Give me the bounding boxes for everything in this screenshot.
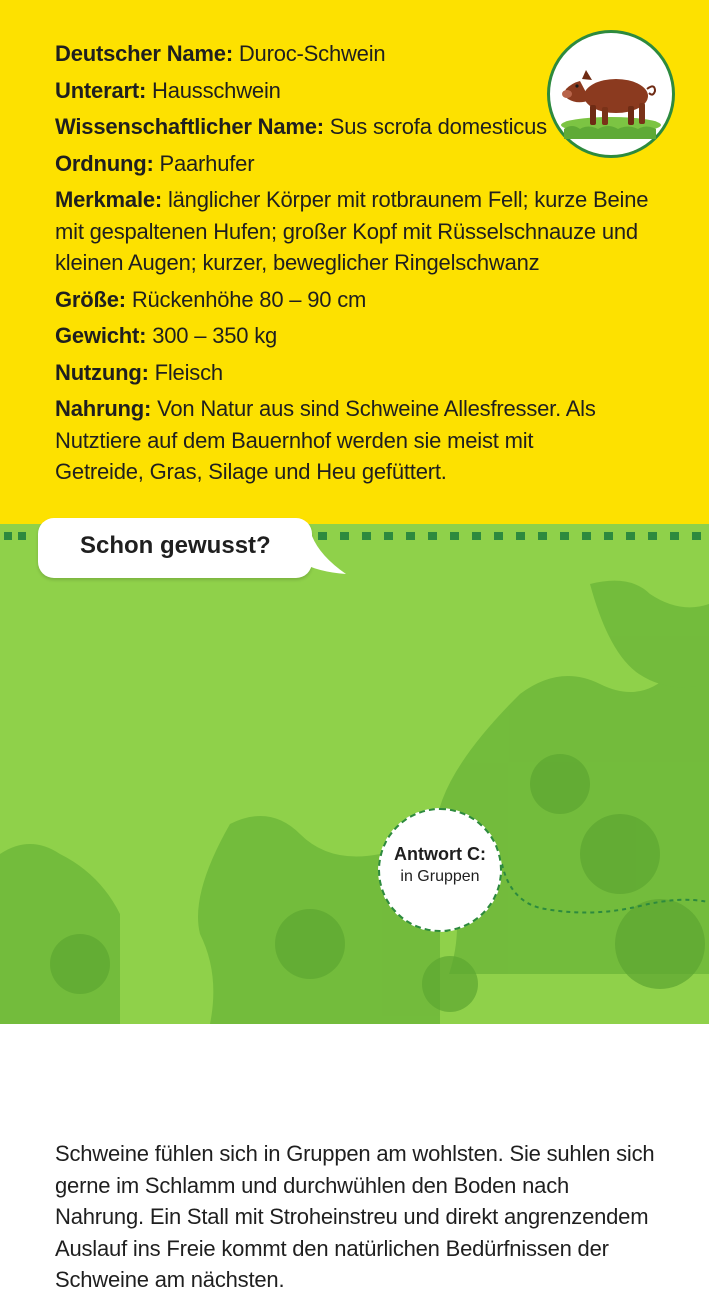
fact-value: länglicher Körper mit rotbraunem Fell; kurze Beine mit gespaltenen Hufen; großer Kopf mit Rüsselschnauze und kleinen Augen; kurzer, beweglicher Ringelschwanz (55, 187, 649, 275)
fact-label: Nutzung: (55, 359, 149, 385)
pig-icon (550, 33, 672, 155)
speech-bubble (38, 518, 358, 584)
fact-value: Hausschwein (146, 77, 281, 103)
fact-value: Paarhufer (153, 150, 255, 176)
fact-label: Unterart: (55, 77, 147, 103)
speech-bubble-title: Schon gewusst? (80, 532, 271, 559)
fact-row (55, 357, 685, 389)
answer-title: Antwort C: (394, 844, 486, 864)
answer-badge (378, 808, 502, 932)
pig-badge (547, 30, 675, 158)
fact-label: Deutscher Name: (55, 41, 233, 66)
fact-label: Nahrung: (55, 396, 152, 421)
fact-row (55, 184, 675, 279)
fact-value: Duroc-Schwein (232, 41, 386, 66)
fact-row (55, 393, 615, 488)
fact-label: Größe: (55, 286, 126, 312)
fact-value: 300 – 350 kg (146, 323, 278, 348)
card-top-section (0, 0, 709, 524)
fact-value: Von Natur aus sind Schweine Allesfresser. Als Nutztiere auf dem Bauernhof werden sie meist mit Getreide, Gras, Silage und Heu gefüttert. (55, 396, 596, 484)
card-bottom-section (0, 524, 709, 1292)
fact-value: Sus scrofa domesticus (323, 114, 547, 139)
did-you-know-text: Schweine fühlen sich in Gruppen am wohlsten. Sie suhlen sich gerne im Schlamm und durchwühlen den Boden nach Nahrung. Ein Stall mit Stroheinstreu und direkt angrenzendem Auslauf ins Freie kommt den natürlichen Bedürfnissen der Schweine am nächsten. (55, 1141, 655, 1292)
fact-row (55, 284, 685, 316)
speech-bubble-tail (300, 536, 350, 578)
fact-row (55, 320, 685, 352)
grass-texture (0, 524, 709, 1024)
fact-value: Fleisch (148, 359, 223, 385)
fact-label: Wissenschaftlicher Name: (55, 114, 324, 139)
fact-value: Rückenhöhe 80 – 90 cm (125, 286, 367, 312)
fact-label: Ordnung: (55, 150, 154, 176)
fact-label: Gewicht: (55, 323, 147, 348)
answer-value: in Gruppen (400, 868, 480, 885)
fact-label: Merkmale: (55, 187, 163, 212)
